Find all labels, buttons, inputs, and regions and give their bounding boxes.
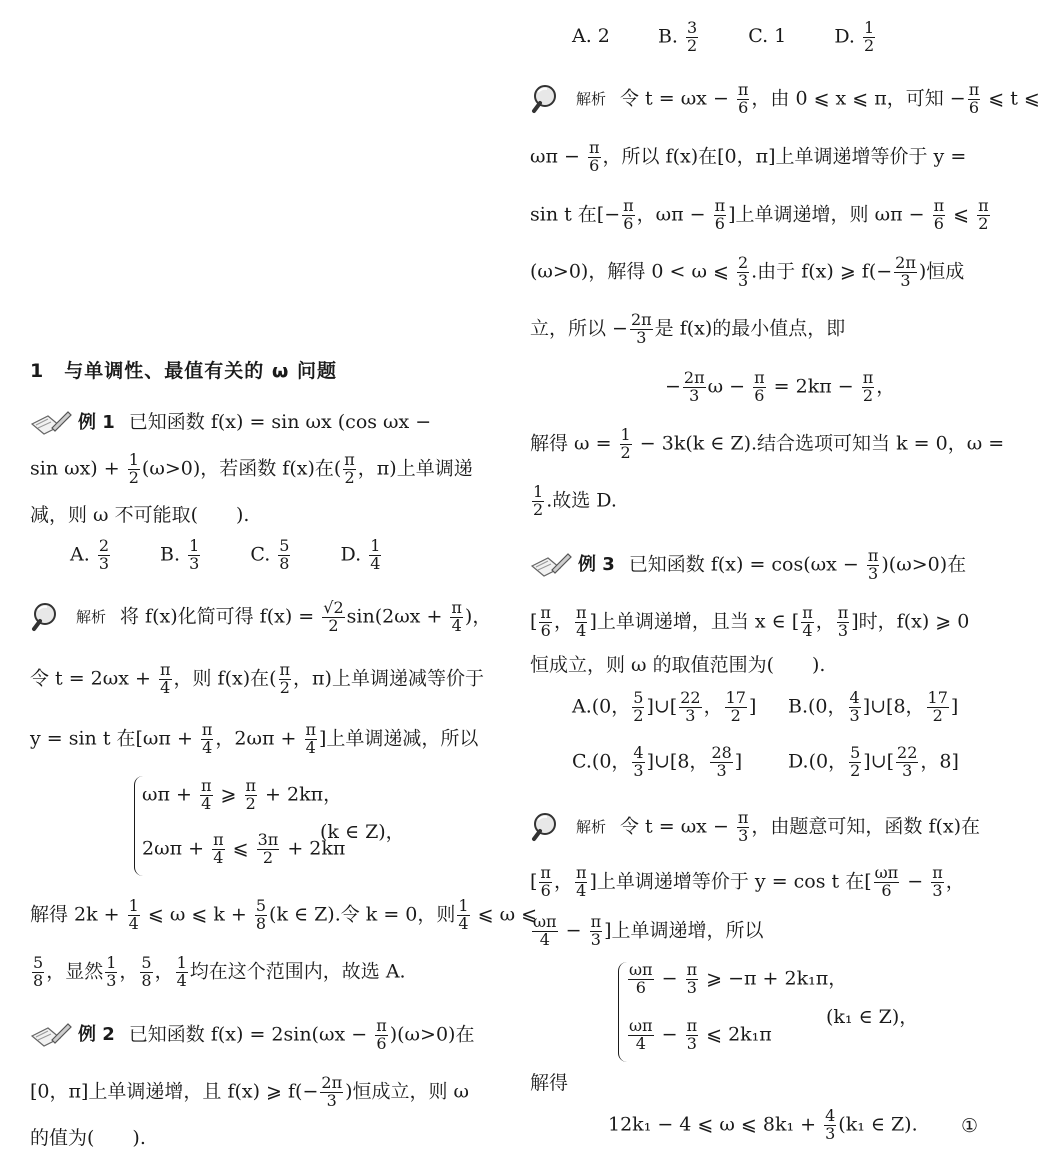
- example1-label: 例 1: [78, 412, 115, 433]
- example3-solution-line1: 解析 令 t = ωx − $\frac{\pi}{3}$ ，由题意可知，函数 f(x)在: [530, 810, 980, 845]
- example3-solution-line2: [ $\frac{\pi}{6}$ ， $\frac{\pi}{4}$ ]上单调递增等价于 y = cos t 在[ $\frac{\omega\pi}{6}$ − $\frac{\pi}{3}$ ，: [530, 863, 965, 900]
- magnifier-icon: [530, 812, 570, 842]
- example2-solution-line7: $\frac{1}{2}$ .故选 D.: [533, 482, 617, 519]
- example1-solution-line5: $\frac{5}{8}$ ，显然 $\frac{1}{3}$ ， $\frac{5}{8}$ ， $\frac{1}{4}$ 均在这个范围内，故选 A.: [33, 953, 406, 990]
- example3-option-c: C.(0， $\frac{4}{3}$ ]∪[8， $\frac{28}{3}$ ]: [572, 743, 743, 780]
- section-title: 1 与单调性、最值有关的 ω 问题: [30, 360, 337, 382]
- example3-option-a: A.(0， $\frac{5}{2}$ ]∪[ $\frac{22}{3}$ ， $\frac{17}{2}$ ]: [572, 688, 757, 725]
- fraction: $\frac{1}{2}$: [128, 450, 139, 487]
- example2-solution-line5: 立，所以 − $\frac{2\pi}{3}$ 是 f(x)的最小值点，即: [530, 310, 846, 347]
- example2-equation: − $\frac{2\pi}{3}$ ω − $\frac{\pi}{6}$ = 2kπ − $\frac{\pi}{2}$ ，: [665, 368, 896, 405]
- pencil-paper-icon: [530, 552, 572, 578]
- example2-line2: [0，π]上单调递增，且 f(x) ⩾ f(− $\frac{2\pi}{3}$ )恒成立，则 ω: [30, 1073, 470, 1110]
- system1-condition: (k ∈ Z)，: [320, 821, 405, 843]
- example1-solution-line1: 解析 将 f(x)化简可得 f(x) = $\frac{√2}{2}$ sin(2ωx + $\frac{\pi}{4}$ )，: [30, 600, 491, 635]
- example3-final-inequality: 12k₁ − 4 ⩽ ω ⩽ 8k₁ + $\frac{4}{3}$ (k₁ ∈ Z).: [608, 1106, 918, 1143]
- example2-solution-line2: ωπ − $\frac{\pi}{6}$ ，所以 f(x)在[0，π]上单调递增等价于 y =: [530, 138, 967, 175]
- option-a: A. 2: [572, 25, 610, 48]
- example3-solution-line4: 解得: [530, 1072, 569, 1094]
- example2-solution-line1: 解析 令 t = ωx − $\frac{\pi}{6}$ ，由 0 ⩽ x ⩽ π，可知 − $\frac{\pi}{6}$ ⩽ t ⩽: [530, 82, 1040, 117]
- system3-condition: (k₁ ∈ Z)，: [826, 1006, 919, 1028]
- example2-label: 例 2: [78, 1024, 115, 1046]
- system3-row1: $\frac{\omega\pi}{6}$ − $\frac{\pi}{3}$ ⩾ −π + 2k₁π，: [629, 960, 848, 997]
- example1-line3: 减，则 ω 不可能取( ).: [30, 504, 250, 526]
- pencil-paper-icon: [30, 410, 72, 436]
- equation-number: ①: [960, 1115, 978, 1137]
- example1-line2: sin ωx) + $\frac{1}{2}$ (ω>0)，若函数 f(x)在( $\frac{\pi}{2}$ ，π)上单调递: [30, 450, 473, 487]
- fraction: $\frac{\pi}{2}$: [344, 450, 355, 487]
- option-c: C. 1: [748, 25, 787, 48]
- option-d: D. $\frac{1}{4}$: [340, 536, 381, 573]
- example3-line1: 例 3 已知函数 f(x) = cos(ωx − $\frac{\pi}{3}$ )(ω>0)在: [530, 548, 966, 583]
- option-b: B. $\frac{3}{2}$: [657, 18, 698, 55]
- example2-solution-line4: (ω>0)，解得 0 < ω ⩽ $\frac{2}{3}$ .由于 f(x) ⩾ f(− $\frac{2\pi}{3}$ )恒成: [530, 253, 965, 290]
- pencil-paper-icon: [30, 1022, 72, 1048]
- system1-row1: ωπ + $\frac{\pi}{4}$ ⩾ $\frac{\pi}{2}$ + 2kπ，: [142, 776, 343, 813]
- example1-solution-line3: y = sin t 在[ωπ + $\frac{\pi}{4}$ ，2ωπ + $\frac{\pi}{4}$ ]上单调递减，所以: [30, 720, 479, 757]
- system3-row2: $\frac{\omega\pi}{4}$ − $\frac{\pi}{3}$ ⩽ 2k₁π: [629, 1016, 772, 1053]
- example2-solution-line3: sin t 在[− $\frac{\pi}{6}$ ，ωπ − $\frac{\pi}{6}$ ]上单调递增，则 ωπ − $\frac{\pi}{6}$ ⩽ $\frac{\pi}{2}$: [530, 196, 989, 233]
- example1-solution-line2: 令 t = 2ωx + $\frac{\pi}{4}$ ，则 f(x)在( $\frac{\pi}{2}$ ，π)上单调递减等价于: [30, 660, 484, 697]
- example1-line1: 例 1 已知函数 f(x) = sin ωx (cos ωx −: [30, 410, 431, 436]
- example3-line2: [ $\frac{\pi}{6}$ ， $\frac{\pi}{4}$ ]上单调递增，且当 x ∈ [ $\frac{\pi}{4}$ ， $\frac{\pi}{3}$ ]时，f(x) ⩾ 0: [530, 603, 970, 640]
- option-d: D. $\frac{1}{2}$: [834, 18, 875, 55]
- example2-solution-line6: 解得 ω = $\frac{1}{2}$ − 3k(k ∈ Z).结合选项可知当 k = 0，ω =: [530, 425, 1005, 462]
- example1-solution-line4: 解得 2k + $\frac{1}{4}$ ⩽ ω ⩽ k + $\frac{5}{8}$ (k ∈ Z).令 k = 0，则 $\frac{1}{4}$ ⩽ ω ⩽: [30, 896, 538, 933]
- example3-option-d: D.(0， $\frac{5}{2}$ ]∪[ $\frac{22}{3}$ ，8]: [788, 743, 959, 780]
- example1-options: [70, 538, 425, 573]
- option-b: B. $\frac{1}{3}$: [160, 536, 200, 573]
- example2-line1: 例 2 已知函数 f(x) = 2sin(ωx − $\frac{\pi}{6}$ )(ω>0)在: [30, 1018, 474, 1053]
- option-c: C. $\frac{5}{8}$: [250, 536, 290, 573]
- magnifier-icon: [30, 602, 70, 632]
- example3-option-b: B.(0， $\frac{4}{3}$ ]∪[8， $\frac{17}{2}$ ]: [788, 688, 959, 725]
- example3-label: 例 3: [578, 554, 615, 576]
- example2-line3: 的值为( ).: [30, 1127, 146, 1149]
- solution-label: 解析: [76, 608, 107, 627]
- magnifier-icon: [530, 84, 570, 114]
- example3-solution-line3: $\frac{\omega\pi}{4}$ − $\frac{\pi}{3}$ ]上单调递增，所以: [533, 912, 764, 949]
- example3-line3: 恒成立，则 ω 的取值范围为( ).: [530, 654, 826, 676]
- option-a: A. $\frac{2}{3}$: [70, 536, 109, 573]
- system1-row2: 2ωπ + $\frac{\pi}{4}$ ⩽ $\frac{3\pi}{2}$ + 2kπ: [142, 830, 346, 867]
- example2-options: [572, 20, 919, 55]
